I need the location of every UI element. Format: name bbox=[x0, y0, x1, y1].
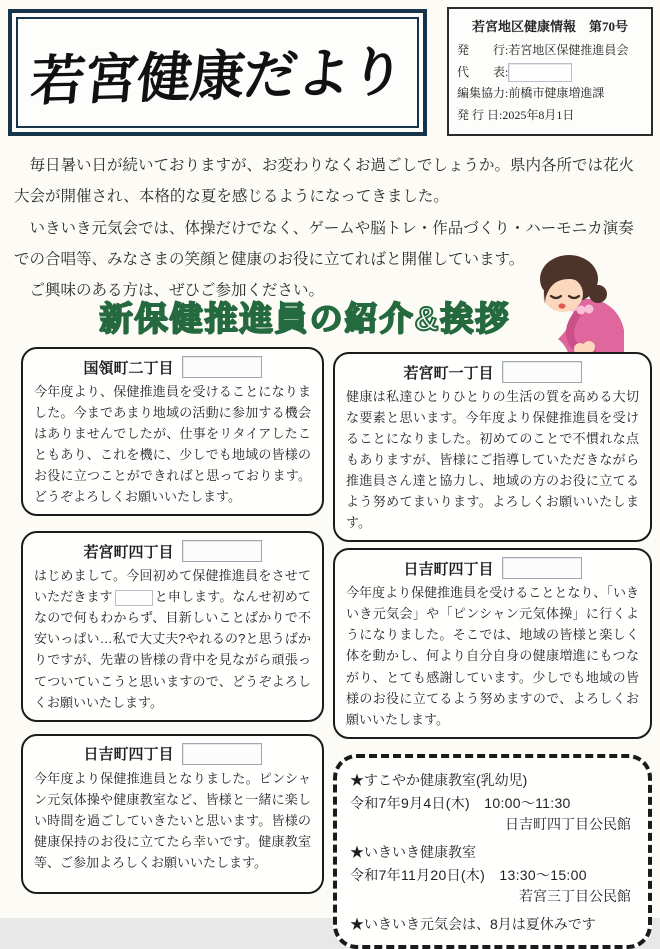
area-name: 若宮町一丁目 bbox=[403, 364, 494, 382]
area-name: 日吉町四丁目 bbox=[83, 746, 174, 764]
greeting-text-before: はじめまして。今回初めて保健推進員をさせていただきます bbox=[34, 568, 311, 605]
representative-row bbox=[457, 62, 643, 84]
representative-label: 代 表: bbox=[457, 64, 509, 79]
schedule-item-datetime: 令和7年9月4日(木) 10:00〜11:30 bbox=[350, 794, 571, 811]
masthead-inner-frame bbox=[16, 17, 419, 128]
greeting-text-after: と申します。なんせ初めてなので何もわからず、目新しいことばかりで不安いっぱい…私で大丈夫?やれるの?と思うばかりですが、先輩の皆様の背中を見ながら頑張ってついていこうと思いますので、どうぞよろしくお願いいたします。 bbox=[34, 589, 311, 710]
schedule-item-title: ★いきいき元気会は、8月は夏休みです bbox=[350, 915, 596, 932]
greeting-text: 今年度より、保健推進員を受けることになりました。今まであまり地域の活動に参加する機会はありませんでしたが、仕事をリタイアしたこともあり、これを機に、少しでも地域の皆様のお役に立つことができればと思っております。どうぞよろしくお願いいたします。 bbox=[34, 384, 311, 505]
area-title bbox=[34, 540, 311, 562]
section-heading: 新保健推進員の紹介&挨拶 bbox=[99, 300, 511, 337]
newsletter-title: 若宮健康だより bbox=[28, 39, 407, 113]
greeting-boxes-grid bbox=[21, 347, 652, 949]
editing-label: 編集協力: bbox=[457, 86, 509, 101]
redacted-name-box bbox=[182, 743, 262, 765]
intro-paragraph: ご興味のある方は、ぜひご参加ください。 bbox=[29, 282, 325, 300]
redacted-name-box bbox=[182, 540, 262, 562]
publisher-row bbox=[457, 40, 643, 62]
area-name: 若宮町四丁目 bbox=[83, 543, 174, 561]
greeting-box-wakamiya-4 bbox=[21, 531, 324, 721]
greeting-text: 今年度より保健推進員を受けることとなり、「いきいき元気会」や「ピンシャン元気体操」に行くようになりました。そこでは、地域の皆様と楽しく体を動かし、何より自分自身の健康増進にもつながり、とても感謝しています。少しでも地域の皆様のお役に立てるよう努めますので、よろしくお願いいたします。 bbox=[346, 585, 639, 727]
right-column bbox=[333, 347, 652, 949]
area-title bbox=[34, 743, 311, 765]
intro-paragraph: いきいき元気会では、体操だけでなく、ゲームや脳トレ・作品づくり・ハーモニカ演奏での合唱等、みなさまの笑顔と健康のお役に立てればと開催しています。 bbox=[14, 219, 634, 268]
greeting-text bbox=[34, 565, 311, 712]
editing-value: 前橋市健康増進課 bbox=[508, 86, 605, 101]
schedule-item-title: ★すこやか健康教室(乳幼児) bbox=[350, 771, 528, 788]
redacted-name-box bbox=[508, 63, 572, 82]
greeting-box-hiyoshi-4b bbox=[21, 734, 324, 894]
area-title bbox=[346, 557, 639, 579]
schedule-item-datetime: 令和7年11月20日(木) 13:30〜15:00 bbox=[350, 866, 587, 883]
issue-heading: 若宮地区健康情報 第70号 bbox=[471, 19, 628, 34]
masthead-box bbox=[8, 9, 427, 136]
greeting-box-kokuryo-2 bbox=[21, 347, 324, 516]
greeting-text: 今年度より保健推進員となりました。ピンシャン元気体操や健康教室など、皆様と一緒に楽しい時間を過ごしていきたいと思います。皆様の健康保持のお役に立てたら幸いです。健康教室等、ご参加よろしくお願いいたします。 bbox=[34, 770, 311, 870]
area-name: 国領町二丁目 bbox=[83, 359, 174, 377]
greeting-box-wakamiya-1 bbox=[333, 352, 652, 542]
area-title bbox=[346, 361, 639, 383]
area-title bbox=[34, 356, 311, 378]
issue-date-value: 2025年8月1日 bbox=[502, 107, 575, 122]
editing-row bbox=[457, 83, 643, 105]
redacted-name-box bbox=[502, 557, 582, 579]
publisher-info-box bbox=[447, 7, 653, 136]
left-column bbox=[21, 347, 324, 949]
schedule-item-place: 日吉町四丁目公民館 bbox=[505, 815, 631, 832]
schedule-item-place: 若宮三丁目公民館 bbox=[519, 887, 631, 904]
schedule-box bbox=[333, 754, 652, 949]
intro-paragraph: 毎日暑い日が続いておりますが、お変わりなくお過ごしでしょうか。県内各所では花火大会が開催され、本格的な夏を感じるようになってきました。 bbox=[14, 157, 635, 206]
issue-date-row bbox=[457, 105, 643, 127]
redacted-name-box bbox=[115, 590, 153, 606]
greeting-text: 健康は私達ひとりひとりの生活の質を高める大切な要素と思います。今年度より保健推進員を受けることになりました。初めてのことで不慣れな点もありますが、皆様にご指導していただきながら推進員さん達と協力し、地域の方のお役に立てるよう努めてまいります。よろしくお願いいたします。 bbox=[346, 389, 639, 531]
publisher-label: 発 行: bbox=[457, 43, 509, 57]
redacted-name-box bbox=[502, 361, 582, 383]
greeting-box-hiyoshi-4a bbox=[333, 548, 652, 738]
issue-date-label: 発 行 日: bbox=[457, 107, 503, 122]
redacted-name-box bbox=[182, 356, 262, 378]
publisher-value: 若宮地区保健推進員会 bbox=[508, 43, 629, 57]
area-name: 日吉町四丁目 bbox=[403, 560, 494, 578]
schedule-item-title: ★いきいき健康教室 bbox=[350, 843, 476, 860]
